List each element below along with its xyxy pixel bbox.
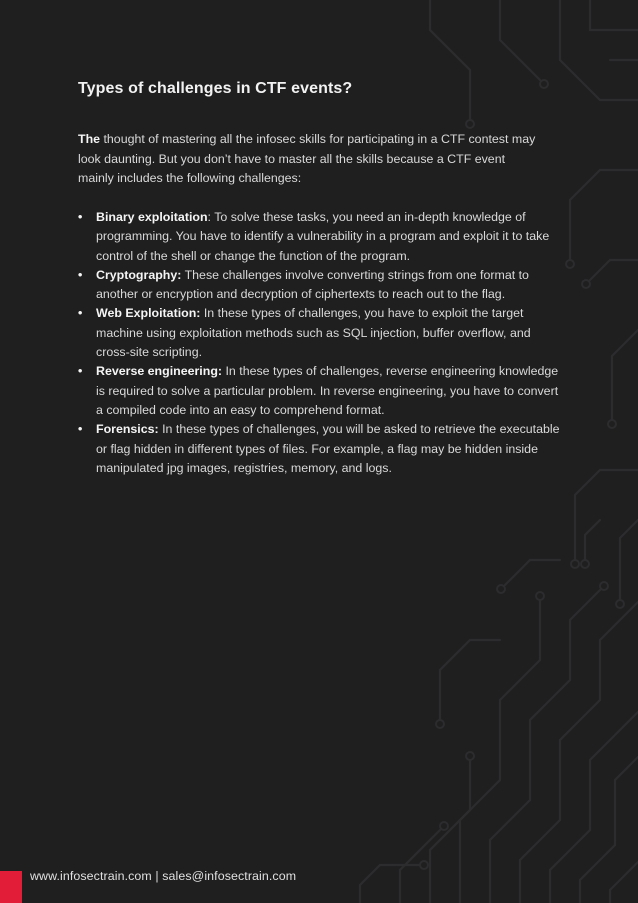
bullet-icon: • [78, 306, 83, 321]
challenge-term: Forensics: [96, 422, 159, 437]
intro-paragraph [78, 130, 538, 189]
challenge-description: In these types of challenges, you have to exploit the target machine using exploitation methods such as SQL injection, buffer overflow, and cross-site scripting. [96, 306, 531, 360]
list-item [78, 420, 560, 478]
list-item [78, 208, 560, 266]
list-item [78, 304, 560, 362]
bullet-icon: • [78, 364, 83, 379]
list-item [78, 266, 560, 305]
brand-accent-bar [0, 871, 22, 903]
challenge-description: In these types of challenges, reverse engineering knowledge is required to solve a particular problem. In reverse engineering, you have to convert a compiled code into an easy to comprehend format. [96, 364, 559, 417]
bullet-icon: • [78, 267, 83, 282]
challenge-description: These challenges involve converting strings from one format to another or encryption and decryption of ciphertexts to reach out to the flag. [96, 267, 529, 302]
challenge-term: Web Exploitation: [96, 306, 201, 321]
bullet-icon: • [78, 422, 83, 437]
challenge-term: Reverse engineering: [96, 364, 223, 379]
intro-text: thought of mastering all the infosec skills for participating in a CTF contest may look daunting. But you don’t have to master all the skills because a CTF event mainly includes the following challenges: [78, 132, 536, 185]
challenge-description: : To solve these tasks, you need an in-depth knowledge of programming. You have to identify a vulnerability in a program and exploit it to take control of the shell or change the function of the program. [96, 210, 550, 263]
list-item [78, 362, 560, 420]
footer-contact: www.infosectrain.com | sales@infosectrain.com [30, 869, 297, 883]
bullet-icon: • [78, 210, 83, 224]
challenge-list [78, 208, 560, 478]
challenge-term: Binary exploitation [96, 210, 208, 224]
challenge-description: In these types of challenges, you will be asked to retrieve the executable or flag hidden in different types of files. For example, a flag may be hidden inside manipulated jpg images, registries, memory, and logs. [96, 422, 560, 475]
intro-lead-word: The [78, 132, 101, 146]
challenge-term: Cryptography: [96, 267, 182, 282]
page-title: Types of challenges in CTF events? [78, 80, 353, 97]
